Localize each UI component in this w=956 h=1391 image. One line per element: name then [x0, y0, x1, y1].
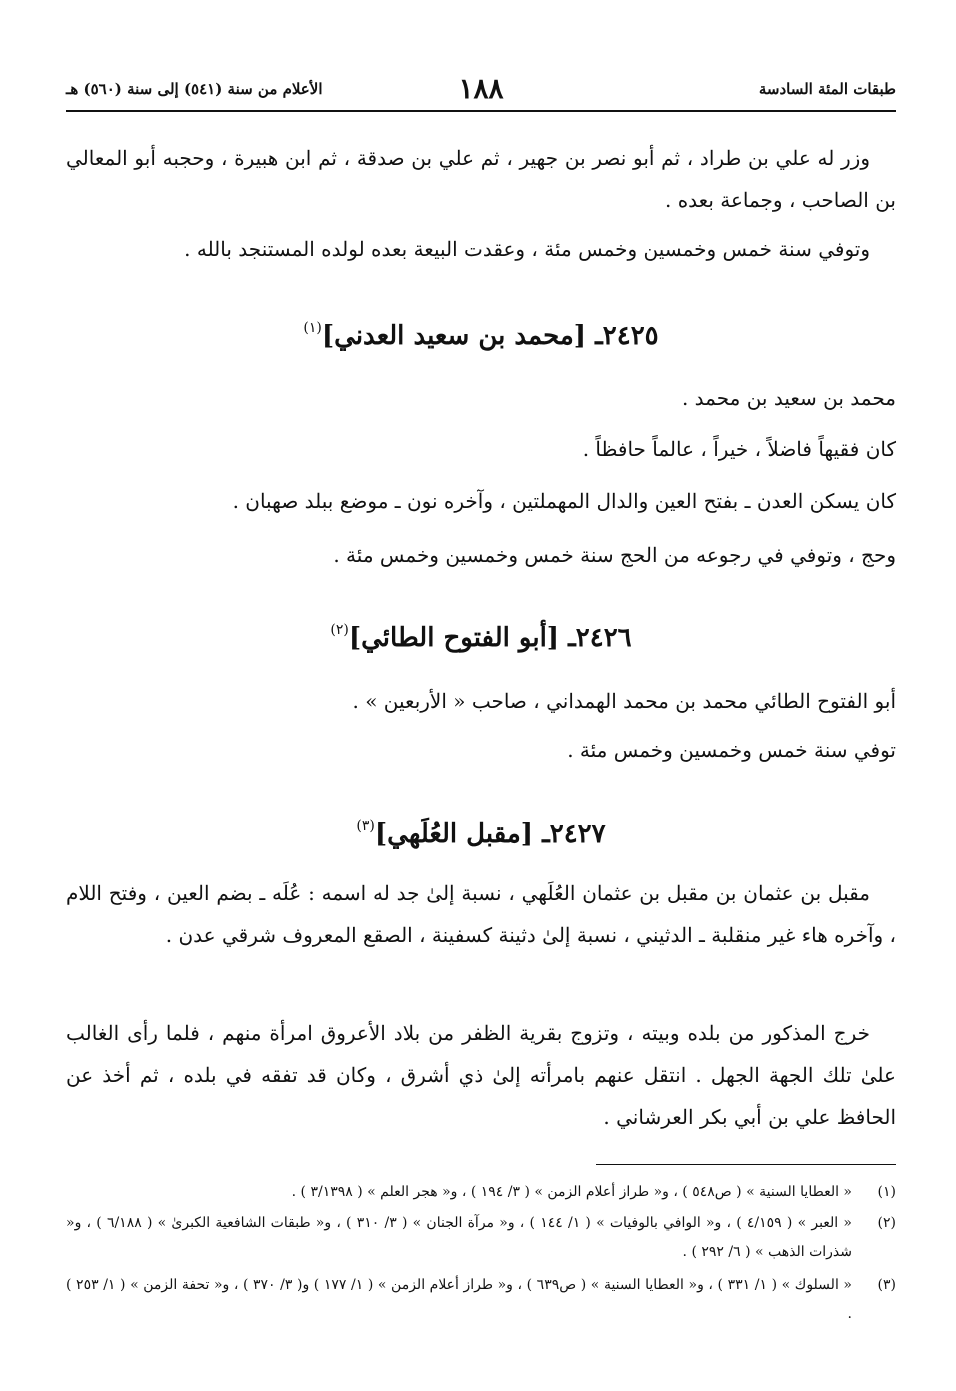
running-title-right: طبقات المئة السادسة: [758, 80, 896, 98]
running-title-left: الأعلام من سنة (٥٤١) إلى سنة (٥٦٠) هـ: [66, 80, 323, 98]
page-number: ١٨٨: [458, 72, 504, 105]
entry-heading-text: ٢٤٢٥ـ [محمد بن سعيد العدني]: [321, 321, 659, 351]
footnote-ref: (١): [303, 320, 322, 336]
footnote-number: (١): [877, 1184, 896, 1200]
footnote: [66, 1271, 896, 1329]
paragraph: أبو الفتوح الطائي محمد بن محمد الهمداني ، صاحب « الأربعين » .: [352, 689, 896, 713]
entry-heading: [66, 320, 896, 351]
paragraph: توفي سنة خمس وخمسين وخمس مئة .: [567, 738, 896, 762]
footnote-number: (٢): [877, 1215, 896, 1231]
footnote: [66, 1209, 896, 1267]
footnote-divider: [596, 1164, 896, 1165]
entry-heading: [66, 818, 896, 849]
paragraph: وتوفي سنة خمس وخمسين وخمس مئة ، وعقدت البيعة بعده لولده المستنجد بالله .: [184, 237, 870, 261]
paragraph: وزر له علي بن طراد ، ثم أبو نصر بن جهير ، ثم علي بن صدقة ، ثم ابن هبيرة ، وحجبه أبو المعالي بن الصاحب ، وجماعة بعده .: [66, 146, 896, 212]
footnote-text: « العبر » ( ٤/١٥٩ ) ، و« الوافي بالوفيات » ( ١/ ١٤٤ ) ، و« مرآة الجنان » ( ٣/ ٣١٠ ) ، و« طبقات الشافعية الكبرىٰ » ( ٦/١٨٨ ) ، و« شذرات الذهب » ( ٦/ ٢٩٢ ) .: [66, 1215, 852, 1260]
footnote-ref: (٣): [356, 818, 375, 834]
footnote-text: « السلوك » ( ١/ ٣٣١ ) ، و« العطايا السنية » ( ص٦٣٩ ) ، و« طراز أعلام الزمن » ( ١/ ١٧٧ ) و( ٣/ ٣٧٠ ) ، و« تحفة الزمن » ( ١/ ٢٥٣ ) .: [66, 1277, 852, 1322]
footnote: [66, 1178, 896, 1207]
header-divider: [66, 110, 896, 112]
entry-heading-text: ٢٤٢٦ـ [أبو الفتوح الطائي]: [348, 623, 632, 653]
paragraph: كان فقيهاً فاضلاً ، خيراً ، عالماً حافظاً .: [582, 437, 896, 461]
entry-heading-text: ٢٤٢٧ـ [مقبل العُلَهي]: [374, 819, 606, 849]
book-page: [66, 0, 896, 1391]
footnote-number: (٣): [877, 1277, 896, 1293]
footnote-ref: (٢): [330, 622, 349, 638]
paragraph: كان يسكن العدن ـ بفتح العين والدال المهملتين ، وآخره نون ـ موضع ببلد صهبان .: [232, 489, 896, 513]
paragraph: خرج المذكور من بلده وبيته ، وتزوج بقرية الظفر من بلاد الأعروق امرأة منهم ، فلما رأى الغالب علىٰ تلك الجهة الجهل . انتقل عنهم بامرأته إلىٰ ذي أشرق ، وكان قد تفقه في بلده ، ثم أخذ عن الحافظ علي بن أبي بكر العرشاني .: [66, 1021, 896, 1129]
paragraph: وحج ، وتوفي في رجوعه من الحج سنة خمس وخمسين وخمس مئة .: [333, 543, 896, 567]
paragraph: محمد بن سعيد بن محمد .: [681, 386, 896, 410]
entry-heading: [66, 622, 896, 653]
footnote-text: « العطايا السنية » ( ص٥٤٨ ) ، و« طراز أعلام الزمن » ( ٣/ ١٩٤ ) ، و« هجر العلم » ( ٣/١٣٩٨ ) .: [291, 1184, 852, 1200]
paragraph: مقبل بن عثمان بن مقبل بن عثمان العُلَهي ، نسبة إلىٰ جد له اسمه : عُلَه ـ بضم العين ، وفتح اللام ، وآخره هاء غير منقلبة ـ الدثيني ، نسبة إلىٰ دثينة كسفينة ، الصقع المعروف شرقي عدن .: [66, 881, 896, 947]
